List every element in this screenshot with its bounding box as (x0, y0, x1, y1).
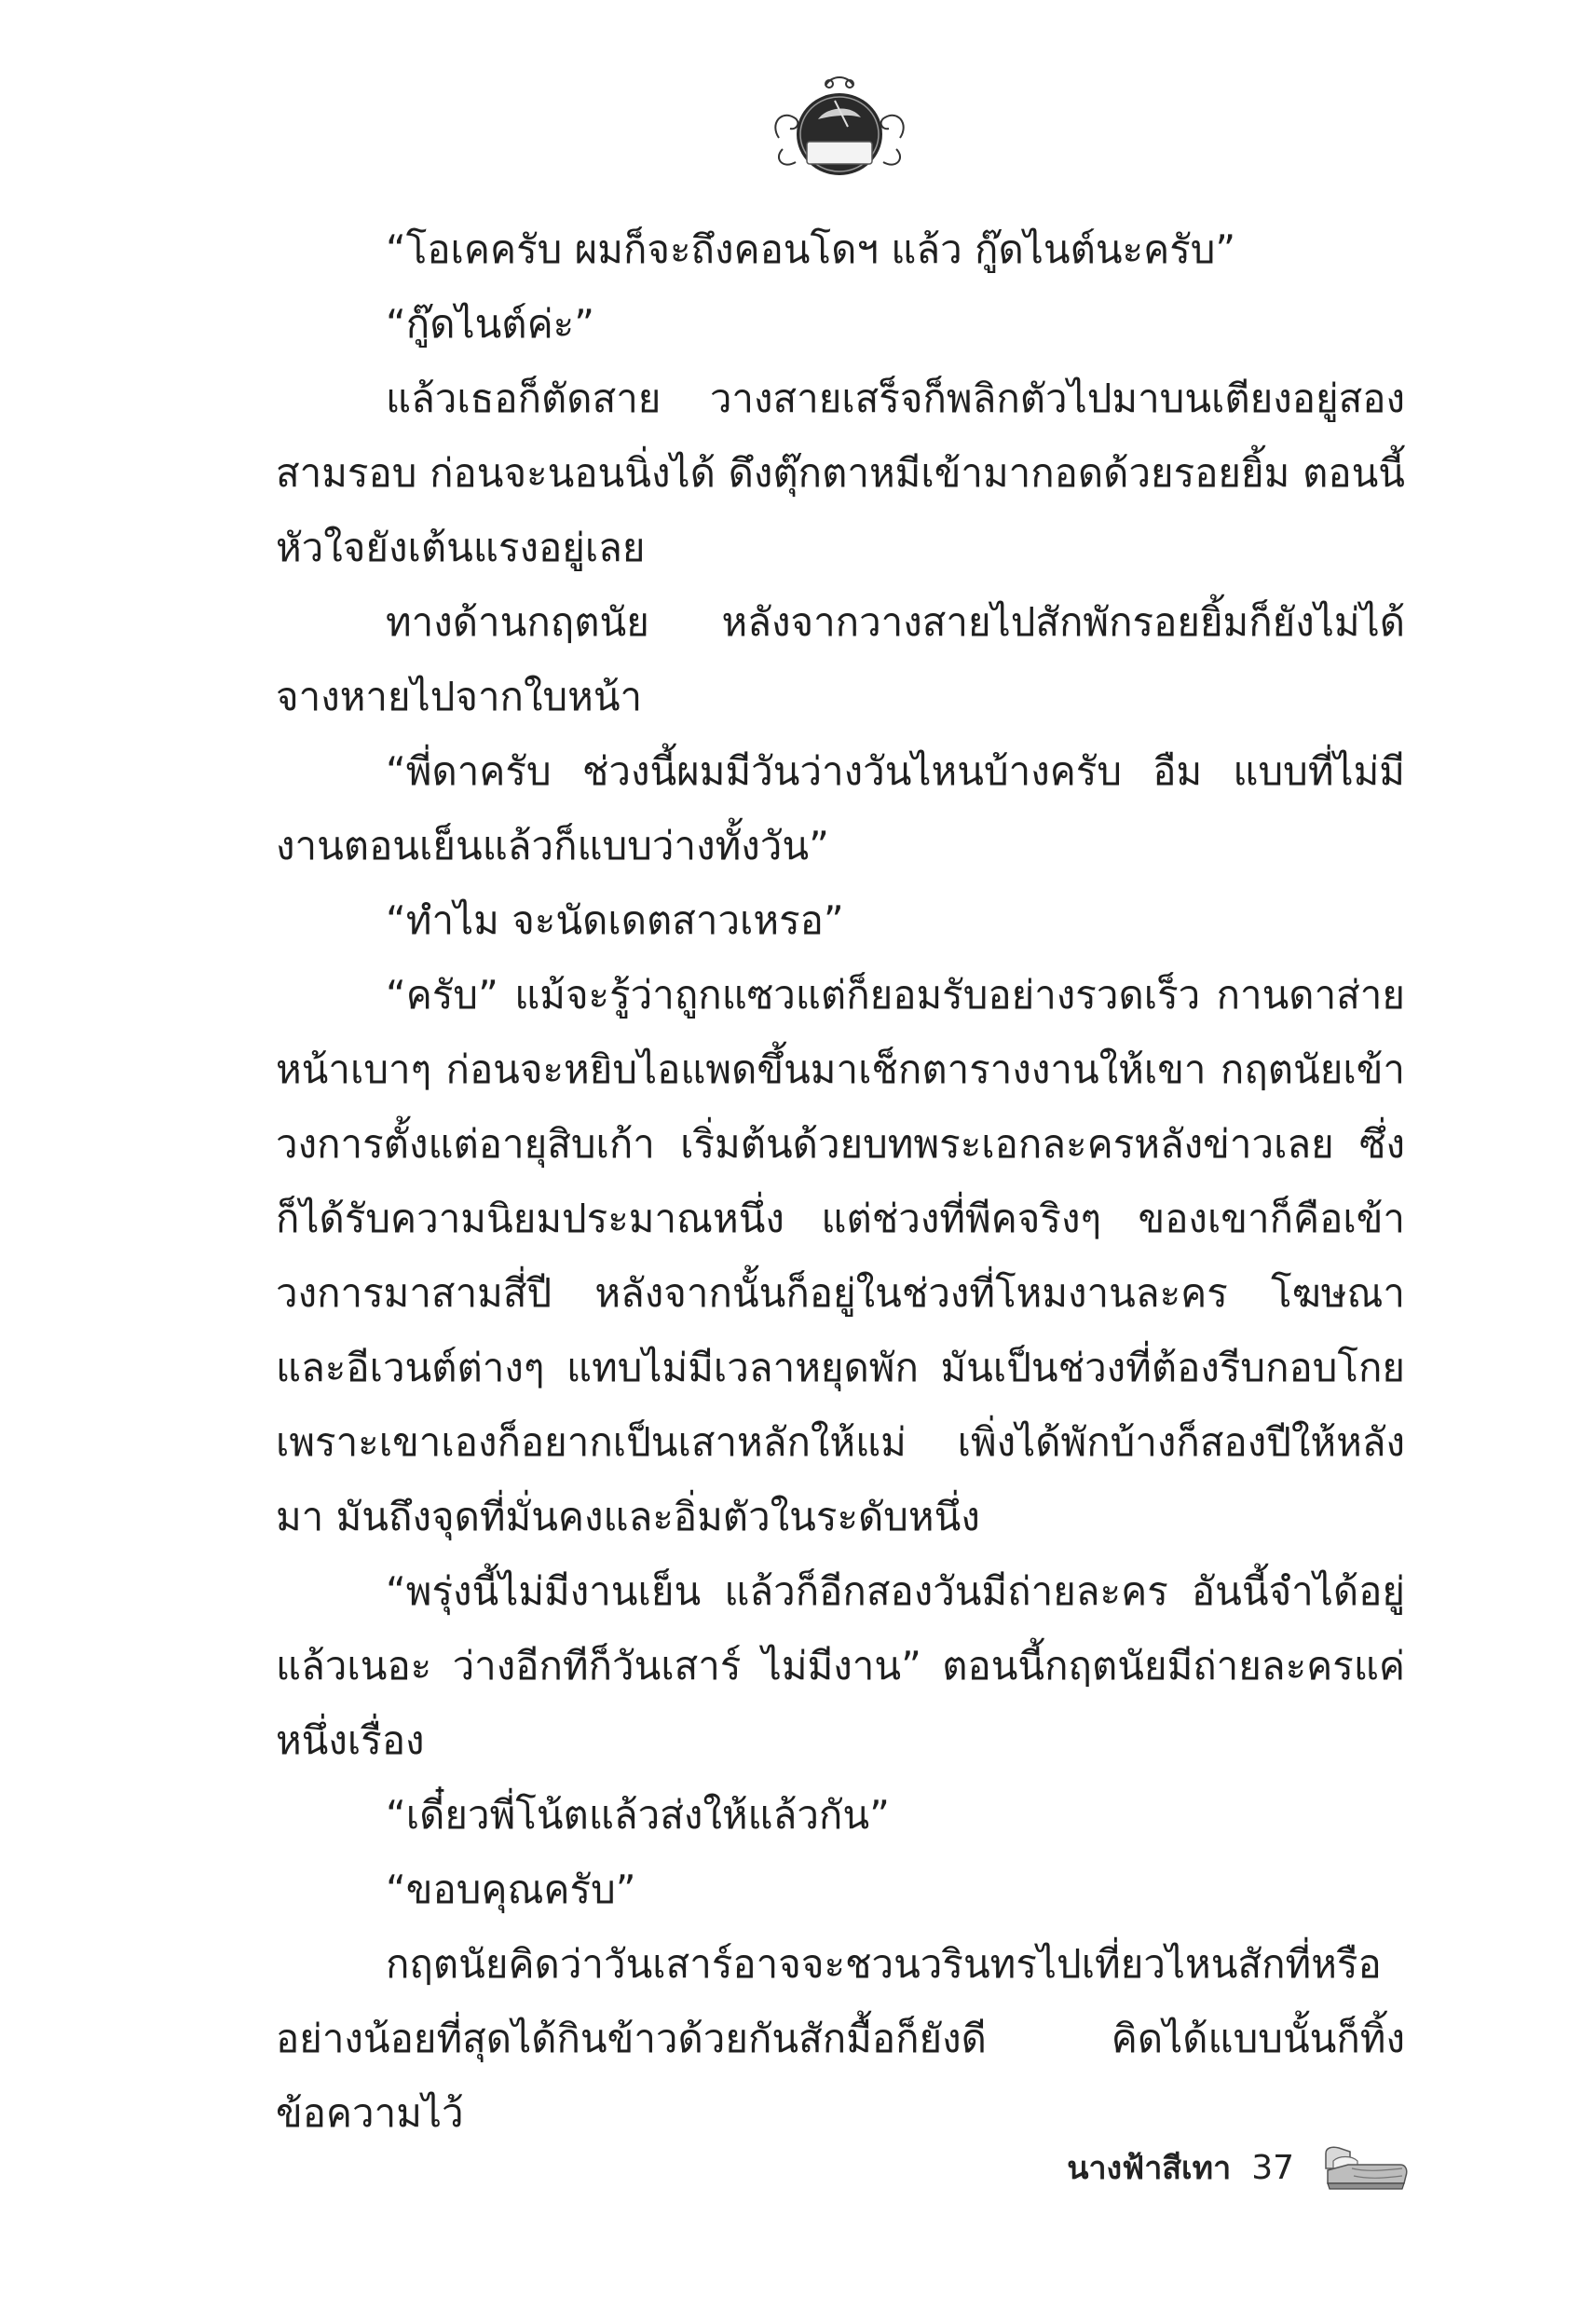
paragraph: “เดี๋ยวพี่โน้ตแล้วส่งให้แล้วกัน” (386, 1792, 890, 1838)
page-number: 37 (1251, 2148, 1294, 2187)
paragraph: “ทำไม จะนัดเดตสาวเหรอ” (386, 897, 844, 943)
paragraph: กฤตนัยคิดว่าวันเสาร์อาจจะชวนวรินทรไปเที่ยวไหนสักที่หรืออย่างน้อยที่สุดได้กินข้าวด้วยกันสักมื้อก็ยังดี คิดได้แบบนั้นก็ทิ้งข้อความไว้ (276, 1941, 1405, 2136)
book-title: นางฟ้าสีเทา (1067, 2150, 1232, 2187)
paragraph: “ขอบคุณครับ” (386, 1867, 636, 1912)
paragraph: “ครับ” แม้จะรู้ว่าถูกแซวแต่ก็ยอมรับอย่างรวดเร็ว กานดาส่ายหน้าเบาๆ ก่อนจะหยิบไอแพดขึ้นมาเช็กตารางงานให้เขา กฤตนัยเข้าวงการตั้งแต่อายุสิบเก้า เริ่มต้นด้วยบทพระเอกละครหลังข่าวเลย ซึ่งก็ได้รับความนิยมประมาณหนึ่ง แต่ช่วงที่พีคจริงๆ ของเขาก็คือเข้าวงการมาสามสี่ปี หลังจากนั้นก็อยู่ในช่วงที่โหมงานละคร โฆษณาและอีเวนต์ต่างๆ แทบไม่มีเวลาหยุดพัก มันเป็นช่วงที่ต้องรีบกอบโกย เพราะเขาเองก็อยากเป็นเสาหลักให้แม่ เพิ่งได้พักบ้างก็สองปีให้หลังมา มันถึงจุดที่มั่นคงและอิ่มตัวในระดับหนึ่ง (276, 972, 1405, 1539)
paragraph: “พรุ่งนี้ไม่มีงานเย็น แล้วก็อีกสองวันมีถ่ายละคร อันนี้จำได้อยู่แล้วเนอะ ว่างอีกทีก็วันเสาร์ ไม่มีงาน” ตอนนี้กฤตนัยมีถ่ายละครแค่หนึ่งเรื่อง (276, 1568, 1405, 1763)
paragraph: “กู๊ดไนต์ค่ะ” (386, 301, 594, 347)
paragraph: “พี่ดาครับ ช่วงนี้ผมมีวันว่างวันไหนบ้างครับ อืม แบบที่ไม่มีงานตอนเย็นแล้วก็แบบว่างทั้งวัน” (276, 748, 1405, 868)
body-text (276, 212, 1405, 2151)
paragraph: “โอเคครับ ผมก็จะถึงคอนโดฯ แล้ว กู๊ดไนต์นะครับ” (386, 226, 1236, 272)
page-footer (1067, 2140, 1410, 2195)
paragraph: แล้วเธอก็ตัดสาย วางสายเสร็จก็พลิกตัวไปมาบนเตียงอยู่สองสามรอบ ก่อนจะนอนนิ่งได้ ดึงตุ๊กตาหมีเข้ามากอดด้วยรอยยิ้ม ตอนนี้หัวใจยังเต้นแรงอยู่เลย (276, 376, 1405, 570)
ornamental-emblem-icon (770, 73, 909, 185)
paragraph: ทางด้านกฤตนัย หลังจากวางสายไปสักพักรอยยิ้มก็ยังไม่ได้จางหายไปจากใบหน้า (276, 599, 1405, 719)
bed-icon (1320, 2140, 1410, 2195)
